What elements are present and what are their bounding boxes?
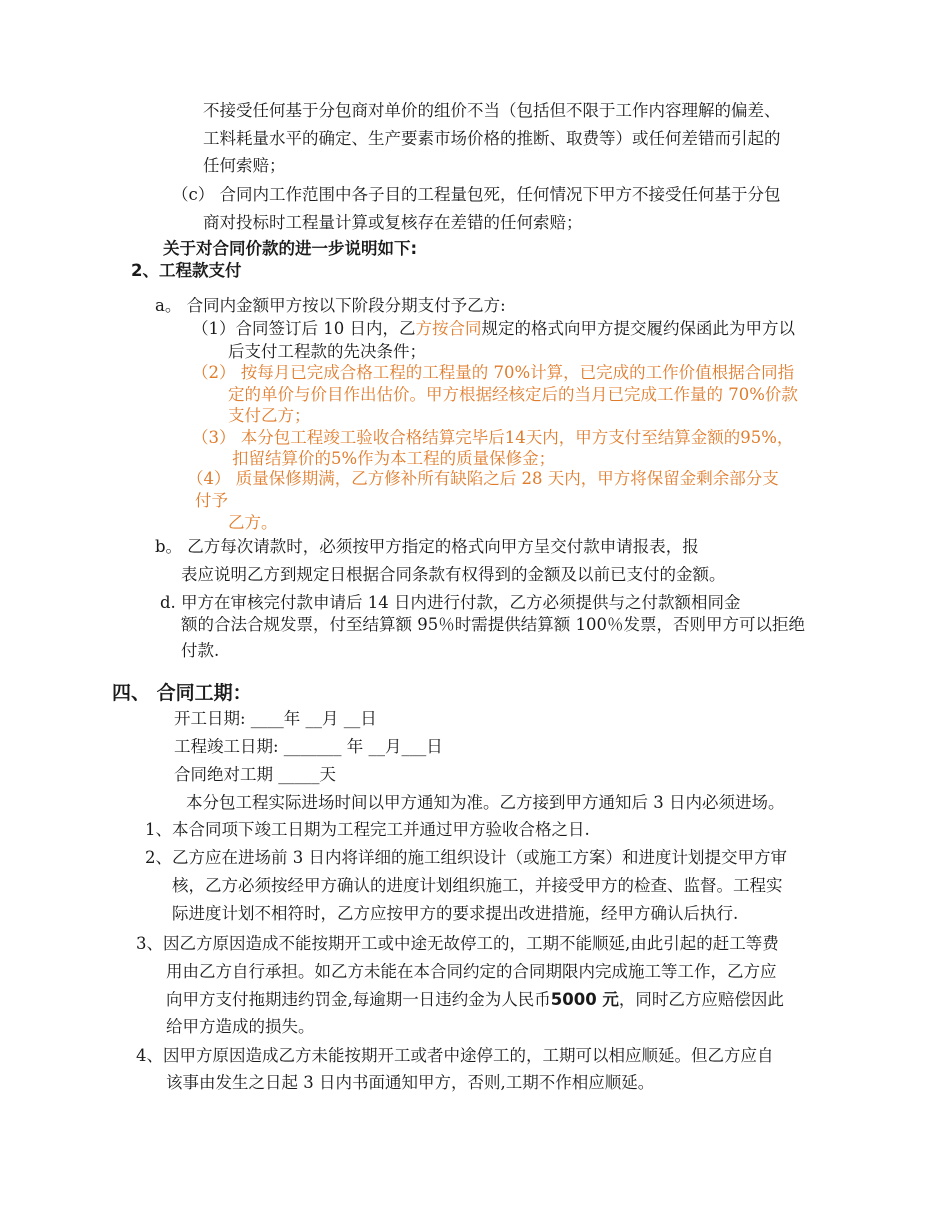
section-heading-schedule: 四、 合同工期： [112, 682, 252, 704]
clause-b: b。 乙方每次请款时，必须按甲方指定的格式向甲方呈交付款申请报表，报 [155, 537, 699, 556]
para-line: 额的合法合规发票，付至结算额 95％时需提供结算额 100％发票，否则甲方可以拒绝 [181, 615, 805, 634]
para-line: 本分包工程实际进场时间以甲方通知为准。乙方接到甲方通知后 3 日内必须进场。 [186, 793, 785, 812]
para-line: 支付乙方； [228, 406, 311, 425]
completion-date-field: 工程竣工日期: _______ 年 __月___日 [174, 737, 443, 756]
payment-stage-3: （3） 本分包工程竣工验收合格结算完毕后14天内，甲方支付至结算金额的95%， [192, 428, 794, 447]
para-line: 表应说明乙方到规定日根据合同条款有权得到的金额及以前已支付的金额。 [181, 565, 726, 584]
para-line: 给甲方造成的损失。 [166, 1017, 315, 1036]
para-line: 任何索赔； [203, 156, 286, 175]
para-line: 付款. [181, 641, 220, 660]
payment-stage-1 [192, 318, 795, 340]
text-run: 向甲方支付拖期违约罚金,每逾期一日违约金为人民币 [166, 990, 551, 1009]
text-run: 规定的格式向甲方提交履约保函此为甲方以 [481, 319, 795, 338]
para-line: 扣留结算价的5%作为本工程的质量保修金； [232, 449, 556, 468]
list-item-1: 1、本合同项下竣工日期为工程完工并通过甲方验收合格之日. [145, 820, 590, 839]
para-line: 定的单价与价目作出估价。甲方根据经核定后的当月已完成工作量的 70%价款 [228, 385, 798, 404]
list-item-2: 2、乙方应在进场前 3 日内将详细的施工组织设计（或施工方案）和进度计划提交甲方审 [145, 848, 787, 867]
payment-stage-2: （2） 按每月已完成合格工程的工程量的 70%计算，已完成的工作价值根据合同指 [192, 363, 795, 382]
para-line: 后支付工程款的先决条件； [228, 342, 426, 361]
para-line: 商对投标时工程量计算或复核存在差错的任何索赔； [203, 213, 583, 232]
para-line: 乙方。 [228, 513, 278, 532]
para-line: 用由乙方自行承担。如乙方未能在本合同约定的合同期限内完成施工等工作，乙方应 [166, 962, 777, 981]
list-item-3: 3、因乙方原因造成不能按期开工或中途无故停工的，工期不能顺延,由此引起的赶工等费 [136, 934, 779, 953]
para-line: 核，乙方必须按经甲方确认的进度计划组织施工，并接受甲方的检查、监督。工程实 [172, 876, 783, 895]
para-line [166, 989, 784, 1011]
para-line: 际进度计划不相符时，乙方应按甲方的要求提出改进措施，经甲方确认后执行. [172, 904, 739, 923]
para-line: 该事由发生之日起 3 日内书面通知甲方，否则,工期不作相应顺延。 [166, 1073, 655, 1092]
penalty-amount: 5000 元 [550, 990, 619, 1009]
clause-c: （c） 合同内工作范围中各子目的工程量包死，任何情况下甲方不接受任何基于分包 [172, 185, 781, 204]
section-heading-payment: 2、工程款支付 [131, 261, 242, 280]
section-note-heading: 关于对合同价款的进一步说明如下: [163, 239, 418, 258]
text-run: ，同时乙方应赔偿因此 [618, 990, 784, 1009]
para-line: 付予 [195, 491, 228, 510]
text-run: （1）合同签订后 10 日内，乙 [192, 319, 416, 338]
para-line: 工料耗量水平的确定、生产要素市场价格的推断、取费等）或任何差错而引起的 [203, 129, 781, 148]
para-line: 不接受任何基于分包商对单价的组价不当（包括但不限于工作内容理解的偏差、 [203, 101, 781, 120]
payment-stage-4: （4） 质量保修期满，乙方修补所有缺陷之后 28 天内，甲方将保留金剩余部分支 [187, 469, 779, 488]
duration-field: 合同绝对工期 _____天 [174, 765, 336, 784]
start-date-field: 开工日期: ____年 __月 __日 [174, 709, 377, 728]
list-item-4: 4、因甲方原因造成乙方未能按期开工或者中途停工的，工期可以相应顺延。但乙方应自 [136, 1046, 774, 1065]
clause-d: d. 甲方在审核完付款申请后 14 日内进行付款，乙方必须提供与之付款额相同金 [160, 593, 741, 612]
highlight-run: 方按合同 [415, 319, 482, 338]
clause-a: a。 合同内金额甲方按以下阶段分期支付予乙方: [155, 296, 506, 315]
